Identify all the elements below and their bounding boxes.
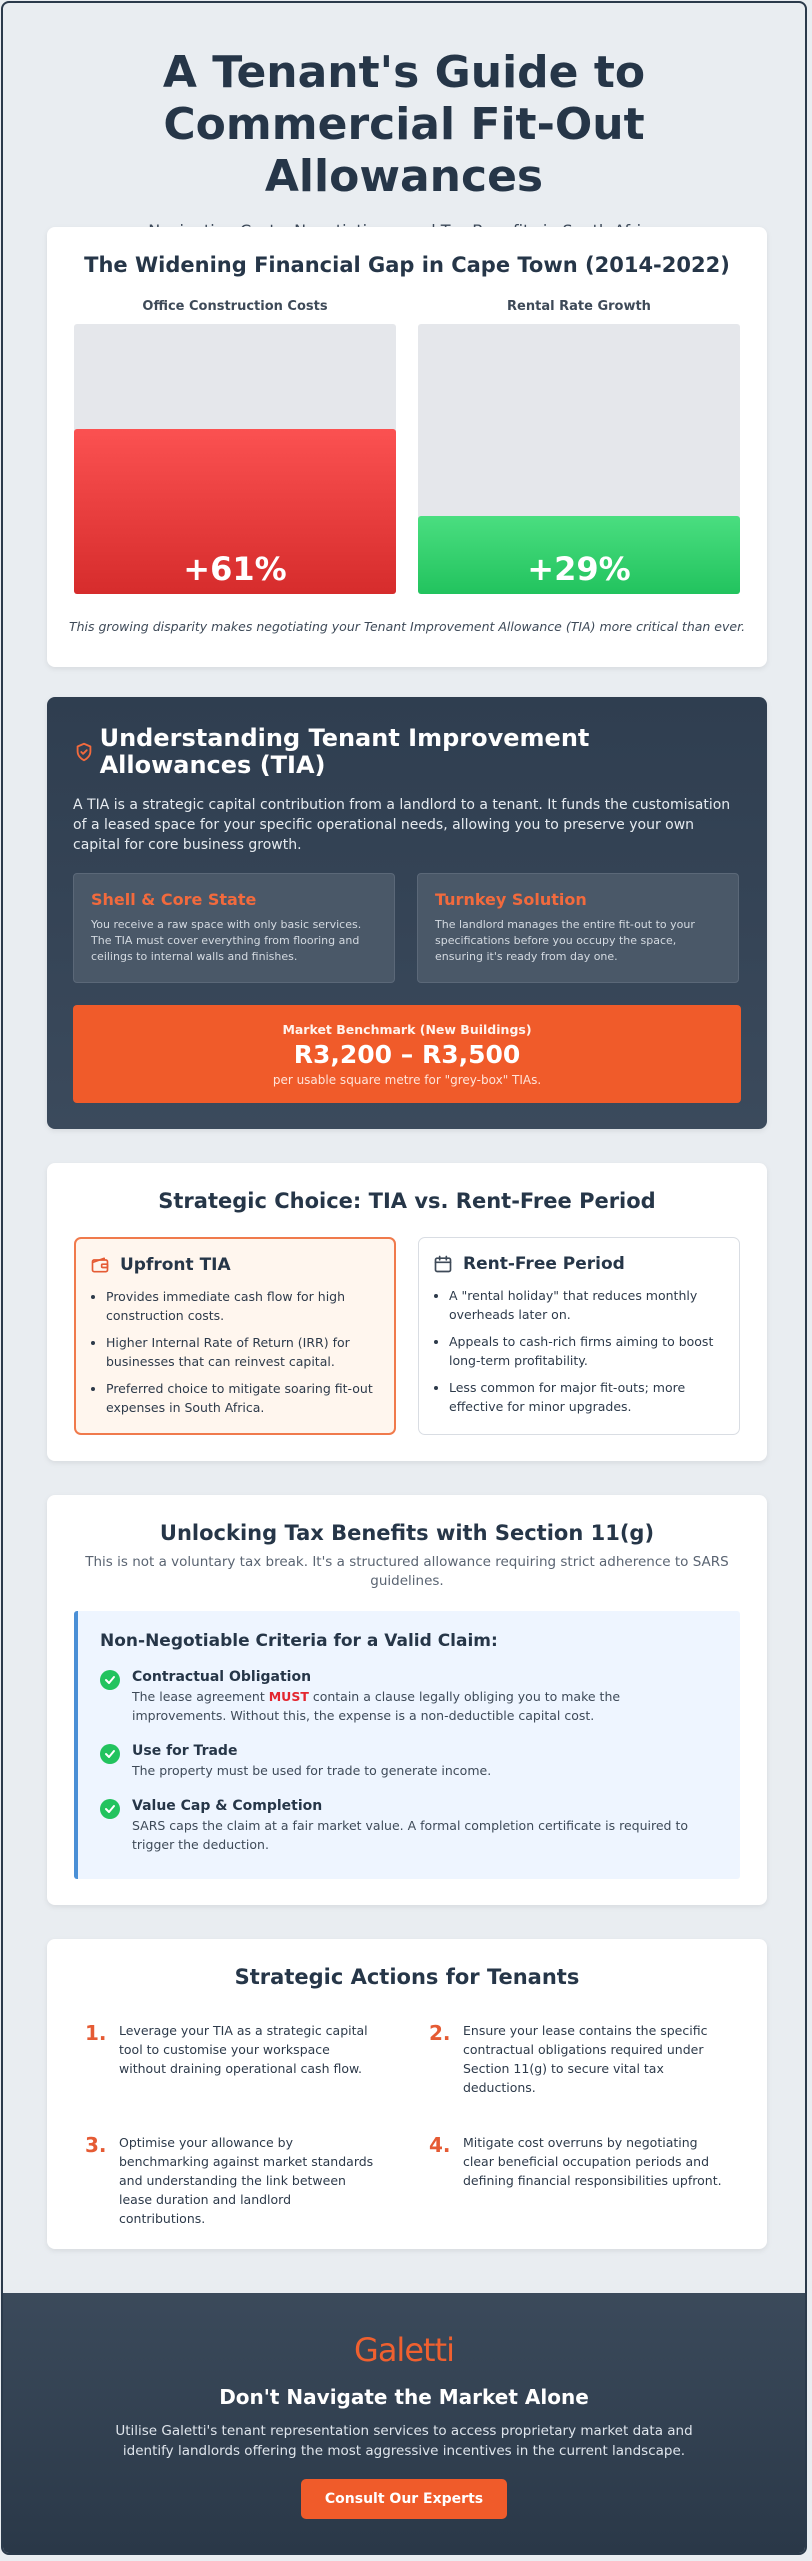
criterion-desc: SARS caps the claim at a fair market value. A formal completion certificate is required to trigger the deduction. [132, 1818, 689, 1852]
check-icon [100, 1744, 120, 1764]
tia-heading [73, 725, 741, 779]
list-item: • Provides immediate cash flow for high construction costs. [106, 1287, 380, 1325]
action-number: 3. [85, 2133, 107, 2157]
upfront-tia-box [74, 1237, 396, 1435]
criterion-contractual [100, 1669, 718, 1725]
list-item: • Less common for major fit-outs; more effective for minor upgrades. [449, 1378, 725, 1416]
rental-growth-bar [418, 516, 740, 594]
benchmark-label: Market Benchmark (New Buildings) [282, 1022, 532, 1037]
rental-growth-track [418, 324, 740, 594]
footer [3, 2293, 805, 2553]
construction-costs-bar [74, 429, 396, 594]
action-text: Optimise your allowance by benchmarking against market standards and understanding the link between lease duration and landlord contributions. [119, 2135, 374, 2226]
tia-description: A TIA is a strategic capital contribution from a landlord to a tenant. It funds the customisation of a leased space for your specific operational needs, allowing you to preserve your own capital for core business growth. [73, 797, 731, 853]
tax-benefits-card [47, 1495, 767, 1905]
market-benchmark [73, 1005, 741, 1103]
criterion-desc [132, 1687, 718, 1725]
construction-costs-value: +61% [183, 550, 287, 588]
turnkey-title: Turnkey Solution [435, 890, 587, 909]
criterion-trade [100, 1743, 718, 1780]
shell-core-box [73, 873, 395, 983]
shell-core-title: Shell & Core State [91, 890, 257, 909]
rental-growth-value: +29% [527, 550, 631, 588]
rent-free-heading [433, 1254, 725, 1274]
shield-icon [73, 741, 100, 779]
shell-core-text: You receive a raw space with only basic services. The TIA must cover everything from flooring and ceilings to internal walls and finishes. [91, 918, 362, 963]
construction-costs-track [74, 324, 396, 594]
page-title: A Tenant's Guide to Commercial Fit-Out Allowances [162, 47, 646, 202]
financial-gap-card [47, 227, 767, 667]
actions-title: Strategic Actions for Tenants [234, 1965, 580, 1989]
action-number: 4. [429, 2133, 451, 2157]
page-frame [1, 1, 807, 2555]
consult-experts-button[interactable]: Consult Our Experts [301, 2479, 507, 2519]
benchmark-value: R3,200 – R3,500 [293, 1040, 521, 1069]
criterion-desc: The property must be used for trade to generate income. [132, 1763, 492, 1778]
upfront-tia-title: Upfront TIA [120, 1255, 231, 1275]
action-text: Ensure your lease contains the specific contractual obligations required under Section 11(g) to secure vital tax deductions. [463, 2023, 708, 2095]
rent-free-list [433, 1286, 725, 1416]
list-item: • Appeals to cash-rich firms aiming to boost long-term profitability. [449, 1332, 725, 1370]
tia-title: Understanding Tenant Improvement Allowances (TIA) [99, 724, 590, 779]
construction-costs-column [74, 299, 396, 594]
action-item [85, 2133, 385, 2228]
choice-title: Strategic Choice: TIA vs. Rent-Free Period [158, 1189, 656, 1213]
strategic-choice-card [47, 1163, 767, 1461]
tia-card [47, 697, 767, 1129]
turnkey-box [417, 873, 739, 983]
gap-note: This growing disparity makes negotiating your Tenant Improvement Allowance (TIA) more critical than ever. [68, 619, 746, 634]
construction-costs-label: Office Construction Costs [142, 299, 328, 314]
criteria-title: Non-Negotiable Criteria for a Valid Claim: [100, 1631, 498, 1651]
rental-growth-label: Rental Rate Growth [507, 299, 651, 314]
criterion-desc-post: contain a clause legally obliging you to make the improvements. Without this, the expense is a non-deductible capital cost. [132, 1689, 621, 1723]
tax-subtitle: This is not a voluntary tax break. It's a structured allowance requiring strict adherence to SARS guidelines. [85, 1554, 729, 1589]
list-item: • Higher Internal Rate of Return (IRR) for businesses that can reinvest capital. [106, 1333, 380, 1371]
calendar-icon [433, 1254, 453, 1274]
check-icon [100, 1670, 120, 1690]
footer-title: Don't Navigate the Market Alone [219, 2385, 589, 2409]
criterion-value-cap [100, 1798, 718, 1854]
criterion-title: Use for Trade [132, 1743, 238, 1759]
tax-title: Unlocking Tax Benefits with Section 11(g) [159, 1521, 655, 1545]
check-icon [100, 1799, 120, 1819]
gap-title: The Widening Financial Gap in Cape Town (2014-2022) [84, 253, 730, 277]
action-item [429, 2133, 729, 2190]
action-number: 1. [85, 2021, 107, 2045]
criterion-title: Contractual Obligation [132, 1669, 312, 1685]
galetti-logo: Galetti [354, 2331, 454, 2369]
criterion-desc-pre: The lease agreement [132, 1689, 269, 1704]
turnkey-text: The landlord manages the entire fit-out to your specifications before you occupy the space, ensuring it's ready from day one. [435, 918, 695, 963]
action-text: Mitigate cost overruns by negotiating clear beneficial occupation periods and defining financial responsibilities upfront. [463, 2135, 722, 2188]
footer-text: Utilise Galetti's tenant representation services to access proprietary market data and identify landlords offering the most aggressive incentives in the current landscape. [115, 2423, 693, 2459]
action-item [429, 2021, 729, 2097]
criterion-title: Value Cap & Completion [132, 1798, 323, 1814]
upfront-tia-heading [90, 1255, 380, 1275]
action-number: 2. [429, 2021, 451, 2045]
rent-free-box [418, 1237, 740, 1435]
criterion-emphasis: MUST [268, 1689, 309, 1704]
criteria-panel [74, 1611, 740, 1879]
benchmark-sub: per usable square metre for "grey-box" TIAs. [272, 1073, 542, 1087]
action-item [85, 2021, 385, 2078]
list-item: • Preferred choice to mitigate soaring fit-out expenses in South Africa. [106, 1379, 380, 1417]
list-item: • A "rental holiday" that reduces monthly overheads later on. [449, 1286, 725, 1324]
rental-growth-column [418, 299, 740, 594]
action-text: Leverage your TIA as a strategic capital tool to customise your workspace without draining operational cash flow. [119, 2023, 368, 2076]
wallet-icon [90, 1255, 110, 1275]
page-header [3, 3, 805, 240]
upfront-tia-list [90, 1287, 380, 1417]
strategic-actions-card [47, 1939, 767, 2249]
rent-free-title: Rent-Free Period [463, 1254, 625, 1274]
